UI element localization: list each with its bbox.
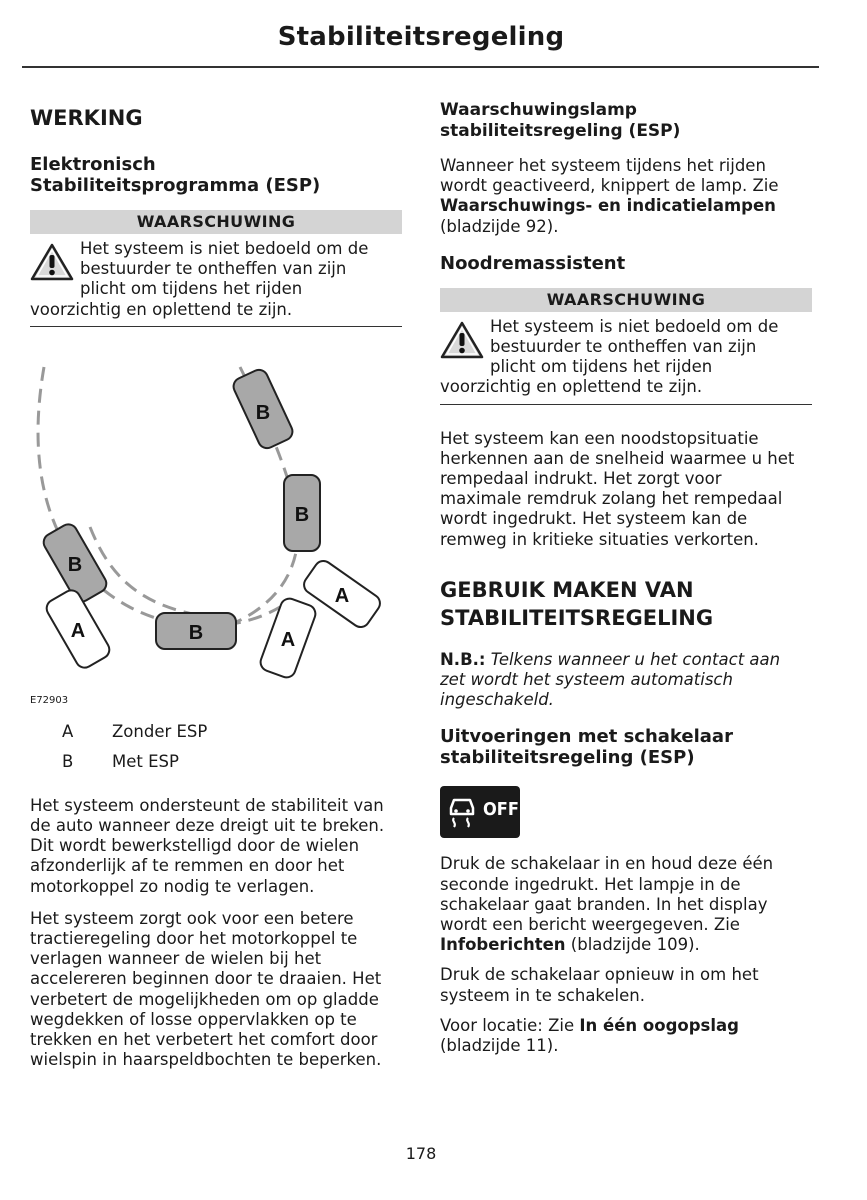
warning-line4: voorzichtig en oplettend te zijn.	[30, 299, 293, 319]
location-cross-reference: In één oogopslag	[579, 1015, 739, 1035]
switch-title-line1: Uitvoeringen met schakelaar	[440, 726, 733, 748]
para2-line: verbetert de mogelijkheden om op gladde	[30, 989, 379, 1009]
warning-line2: bestuurder te ontheffen van zijn	[80, 259, 347, 279]
page-number: 178	[405, 1144, 437, 1163]
location-text: Voor locatie: Zie	[440, 1015, 580, 1035]
press-paragraph	[440, 854, 812, 955]
esp-off-button-icon	[440, 786, 520, 838]
brake-assist-title: Noodremassistent	[440, 252, 626, 274]
para2-line: accelereren beginnen door te draaien. Het	[30, 969, 382, 989]
lamp-text-line: Wanneer het systeem tijdens het rijden	[440, 156, 766, 175]
lamp-text-line: wordt geactiveerd, knippert de lamp. Zie	[440, 176, 779, 196]
warning-line3: plicht om tijdens het rijden	[80, 279, 303, 299]
para2-line: verlagen wanneer de wielen bij het	[30, 949, 322, 969]
brake-line: herkennen aan de snelheid waarmee u het	[440, 448, 795, 468]
note-text: Telkens wanneer u het contact aan	[485, 649, 781, 669]
header-divider	[22, 66, 819, 68]
figure-id: E72903	[30, 694, 69, 706]
press-line: Druk de schakelaar in en houd deze één	[440, 854, 774, 874]
car-a-left	[43, 587, 112, 671]
para2-line: wegdekken of losse oppervlakken op te	[30, 1009, 357, 1029]
press-line: wordt een bericht weergegeven. Zie	[440, 915, 740, 935]
warning-right-line3: plicht om tijdens het rijden	[490, 357, 713, 377]
info-cross-reference: Infoberichten	[440, 935, 566, 955]
use-title-line2: STABILITEITSREGELING	[440, 605, 714, 630]
warning-box-right	[440, 317, 812, 405]
para2-line: Het systeem zorgt ook voor een betere	[30, 908, 354, 928]
warning-line1: Het systeem is niet bedoeld om de	[80, 239, 369, 258]
car-a-left-label: A	[70, 619, 86, 642]
warning-right-line2: bestuurder te ontheffen van zijn	[490, 337, 757, 357]
subsection-title-line1: Elektronisch	[30, 154, 156, 175]
legend-value-a: Zonder ESP	[112, 721, 208, 741]
car-b-top	[231, 367, 296, 451]
car-a-right-upper-label: A	[334, 584, 350, 607]
para1-line: afzonderlijk af te remmen en door het	[30, 856, 345, 876]
note-label: N.B.:	[440, 649, 486, 669]
section-title-werking: WERKING	[30, 106, 143, 130]
brake-line: wordt ingedrukt. Het systeem kan de	[440, 509, 748, 529]
para2-line: trekken en het verbetert het comfort door	[30, 1030, 378, 1050]
again-line: Druk de schakelaar opnieuw in om het	[440, 965, 759, 985]
brake-line: rempedaal indrukt. Het zorgt voor	[440, 469, 722, 489]
esp-diagram-svg	[30, 327, 402, 697]
para1-line: Dit wordt bewerkstelligd door de wielen	[30, 836, 360, 856]
note-text-line: zet wordt het systeem automatisch	[440, 670, 733, 690]
brake-line: Het systeem kan een noodstopsituatie	[440, 428, 759, 448]
esp-diagram	[30, 327, 402, 722]
left-column	[30, 100, 402, 1070]
press-line: schakelaar gaat branden. In het display	[440, 894, 768, 914]
car-a-right-lower-label: A	[280, 628, 296, 651]
warning-label: WAARSCHUWING	[30, 210, 402, 234]
car-b-left-label: B	[67, 553, 83, 576]
lamp-cross-reference: Waarschuwings- en indicatielampen	[440, 196, 776, 216]
lamp-paragraph	[440, 156, 812, 237]
again-line: systeem in te schakelen.	[440, 985, 645, 1005]
car-b-bottom	[156, 613, 236, 649]
warning-box	[30, 239, 402, 327]
car-b-right-label: B	[294, 503, 310, 526]
subsection-title-line2: Stabiliteitsprogramma (ESP)	[30, 175, 321, 196]
brake-paragraph	[440, 429, 812, 550]
legend-row-a	[30, 722, 402, 752]
note-paragraph	[440, 650, 812, 711]
warning-triangle-icon	[30, 243, 74, 281]
car-a-right-lower	[258, 596, 318, 680]
page-title: Stabiliteitsregeling	[277, 22, 565, 52]
legend-key-a: A	[62, 721, 74, 741]
skidding-car-icon	[446, 794, 482, 830]
car-b-right	[284, 475, 320, 551]
para1-line: de auto wanneer deze dreigt uit te breken.	[30, 816, 385, 836]
legend-value-b: Met ESP	[112, 751, 179, 771]
right-column	[440, 100, 812, 1056]
brake-line: remweg in kritieke situaties verkorten.	[440, 529, 759, 549]
warning-right-line1: Het systeem is niet bedoeld om de	[490, 316, 779, 336]
para1-line: Het systeem ondersteunt de stabiliteit van	[30, 795, 384, 815]
press-line: seconde ingedrukt. Het lampje in de	[440, 874, 741, 894]
location-paragraph	[440, 1016, 812, 1056]
warning-right-line4: voorzichtig en oplettend te zijn.	[440, 377, 703, 397]
switch-title-line2: stabiliteitsregeling (ESP)	[440, 747, 695, 769]
lamp-title-line2: stabiliteitsregeling (ESP)	[440, 121, 681, 141]
car-b-top-label: B	[255, 401, 271, 424]
use-title-line1: GEBRUIK MAKEN VAN	[440, 577, 694, 602]
para2-line: wielspin in haarspeldbochten te beperken.	[30, 1050, 382, 1070]
paragraph-traction	[30, 909, 402, 1071]
warning-triangle-icon	[440, 321, 484, 359]
lamp-page-ref: (bladzijde 92).	[440, 216, 559, 236]
car-b-bottom-label: B	[188, 621, 204, 644]
paragraph-stability	[30, 796, 402, 897]
legend-row-b	[30, 752, 402, 782]
lamp-title-line1: Waarschuwingslamp	[440, 100, 637, 120]
note-text-line: ingeschakeld.	[440, 690, 554, 710]
warning-label-right: WAARSCHUWING	[440, 288, 812, 312]
brake-line: maximale remdruk zolang het rempedaal	[440, 489, 783, 509]
off-label: OFF	[483, 799, 519, 821]
info-page-ref: (bladzijde 109).	[565, 935, 700, 955]
para1-line: motorkoppel zo nodig te verlagen.	[30, 876, 315, 896]
para2-line: tractieregeling door het motorkoppel te	[30, 929, 358, 949]
again-paragraph	[440, 965, 812, 1005]
legend-key-b: B	[62, 751, 74, 771]
location-page-ref: (bladzijde 11).	[440, 1036, 559, 1056]
